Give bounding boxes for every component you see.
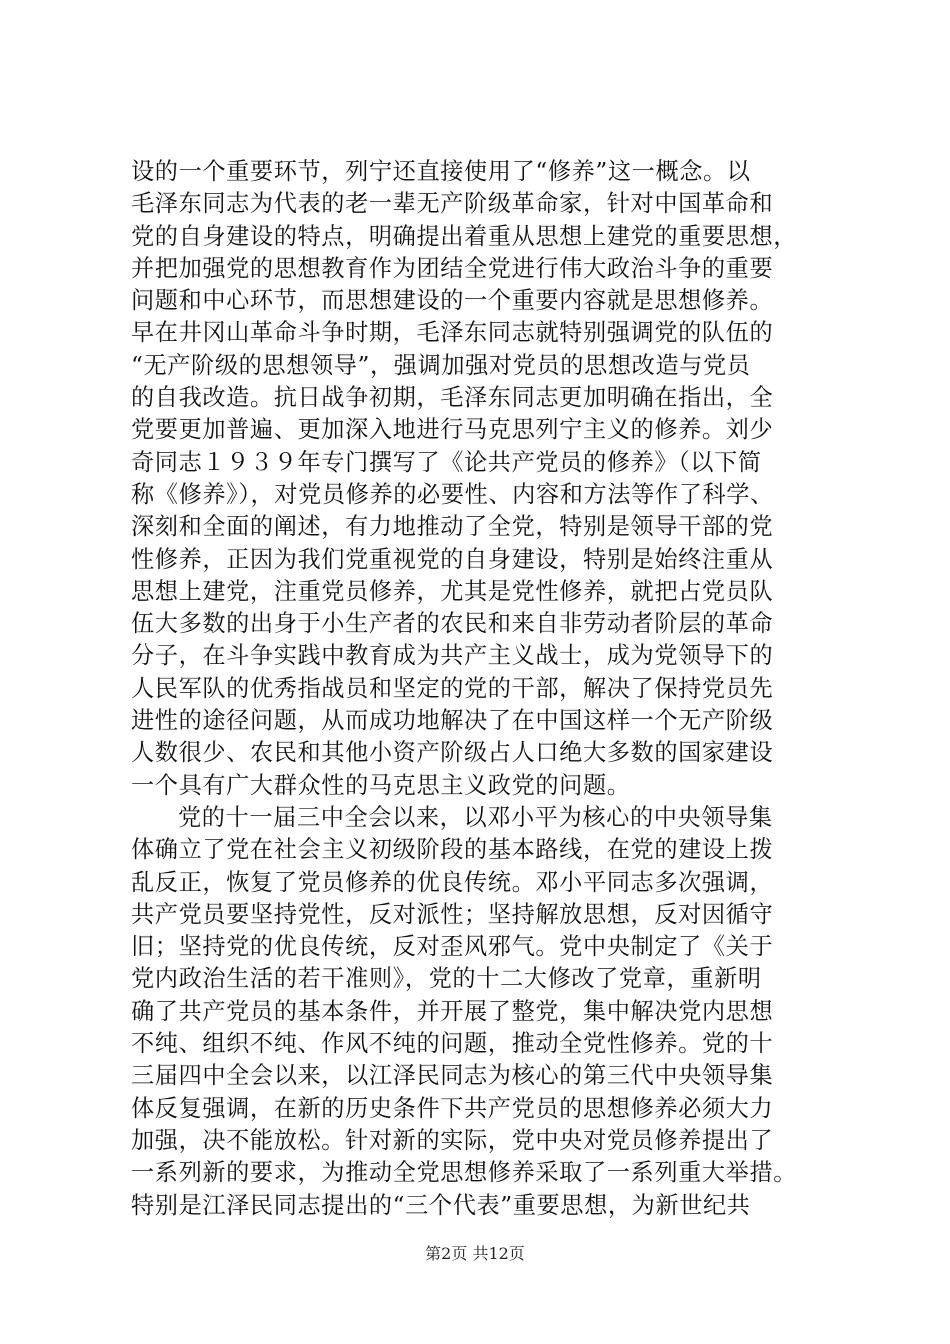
text-line: 体反复强调，在新的历史条件下共产党员的思想修养必须大力 [131, 1094, 774, 1122]
text-line: 伍大多数的出身于小生产者的农民和来自非劳动者阶层的革命 [131, 610, 774, 638]
text-line: 深刻和全面的阐述，有力地推动了全党，特别是领导干部的党 [131, 513, 774, 541]
text-line: 设的一个重要环节，列宁还直接使用了“修养”这一概念。以 [131, 158, 751, 185]
text-line: 奇同志１９３９年专门撰写了《论共产党员的修养》（以下简 [131, 448, 762, 476]
text-line: 加强，决不能放松。针对新的实际，党中央对党员修养提出了 [131, 1126, 774, 1154]
text-line: 分子，在斗争实践中教育成为共产主义战士，成为党领导下的 [131, 642, 774, 670]
text-line: 党内政治生活的若干准则》，党的十二大修改了党章，重新明 [131, 965, 762, 993]
body-text [131, 156, 831, 1222]
text-line: 共产党员要坚持党性，反对派性；坚持解放思想，反对因循守 [131, 900, 774, 928]
text-line: 毛泽东同志为代表的老一辈无产阶级革命家，针对中国革命和 [131, 190, 774, 218]
text-line: 三届四中全会以来，以江泽民同志为核心的第三代中央领导集 [131, 1062, 774, 1090]
text-line: 人民军队的优秀指战员和坚定的党的干部，解决了保持党员先 [131, 674, 774, 702]
text-line: 乱反正，恢复了党员修养的优良传统。邓小平同志多次强调， [131, 868, 774, 896]
text-line: “无产阶级的思想领导”，强调加强对党员的思想改造与党员 [131, 351, 751, 379]
text-line: 确了共产党员的基本条件，并开展了整党，集中解决党内思想 [131, 997, 774, 1025]
text-line: 并把加强党的思想教育作为团结全党进行伟大政治斗争的重要 [131, 254, 774, 282]
text-line: 早在井冈山革命斗争时期，毛泽东同志就特别强调党的队伍的 [131, 319, 774, 347]
text-line: 旧；坚持党的优良传统，反对歪风邪气。党中央制定了《关于 [131, 933, 774, 961]
text-line: 人数很少、农民和其他小资产阶级占人口绝大多数的国家建设 [131, 739, 774, 767]
text-line: 性修养，正因为我们党重视党的自身建设，特别是始终注重从 [131, 545, 774, 573]
text-line: 不纯、组织不纯、作风不纯的问题，推动全党性修养。党的十 [131, 1030, 774, 1058]
text-line: 一系列新的要求，为推动全党思想修养采取了一系列重大举措。 [131, 1159, 798, 1187]
page-footer: 第2页 共12页 [425, 1244, 525, 1263]
text-line: 一个具有广大群众性的马克思主义政党的问题。 [131, 771, 631, 799]
text-line: 党的自身建设的特点，明确提出着重从思想上建党的重要思想， [131, 222, 798, 250]
text-line: 的自我改造。抗日战争初期，毛泽东同志更加明确在指出，全 [131, 384, 774, 412]
text-line: 思想上建党，注重党员修养，尤其是党性修养，就把占党员队 [131, 577, 774, 605]
text-line: 问题和中心环节，而思想建设的一个重要内容就是思想修养。 [131, 287, 774, 315]
text-line: 体确立了党在社会主义初级阶段的基本路线，在党的建设上拨 [131, 836, 774, 864]
text-line: 党的十一届三中全会以来，以邓小平为核心的中央领导集 [178, 803, 773, 831]
text-line: 称《修养》），对党员修养的必要性、内容和方法等作了科学、 [131, 480, 774, 508]
text-line: 党要更加普遍、更加深入地进行马克思列宁主义的修养。刘少 [131, 416, 774, 444]
text-line: 特别是江泽民同志提出的“三个代表”重要思想，为新世纪共 [131, 1191, 751, 1219]
text-line: 进性的途径问题，从而成功地解决了在中国这样一个无产阶级 [131, 707, 774, 735]
